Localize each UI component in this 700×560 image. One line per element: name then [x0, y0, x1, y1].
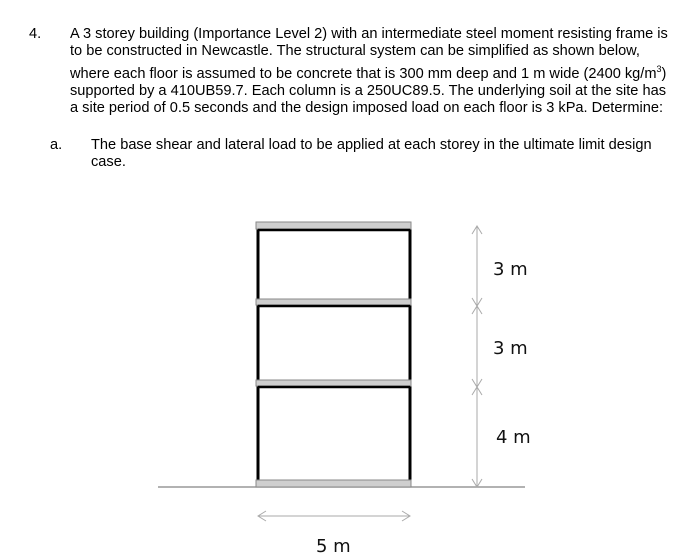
question-number: 4.: [29, 26, 42, 42]
dimension-label-middle-storey: 3 m: [493, 338, 528, 359]
question-text-part-1: A 3 storey building (Importance Level 2) with an intermediate steel moment resisting frame is to be constructed in Newcastle. The structural system can be simplified as shown below, where each floor is assumed to be concrete that is 300 mm deep and 1 m wide (2400 kg/m: [70, 26, 668, 82]
dimension-label-top-storey: 3 m: [493, 259, 528, 280]
part-a-letter: a.: [50, 137, 63, 153]
second-floor-slab: [256, 299, 411, 305]
ground-slab: [256, 480, 411, 487]
superscript-exponent: 3: [656, 63, 662, 74]
part-a-text: The base shear and lateral load to be applied at each storey in the ultimate limit design case.: [91, 137, 652, 171]
question-text-part-2: ) supported by a 410UB59.7. Each column is a 250UC89.5. The underlying soil at the site has a site period of 0.5 seconds and the design imposed load on each floor is 3 kPa. Determine:: [70, 65, 667, 117]
roof-slab: [256, 222, 411, 229]
dimension-label-bay-width: 5 m: [316, 536, 351, 557]
first-floor-slab: [256, 380, 411, 386]
dimension-label-bottom-storey: 4 m: [496, 427, 531, 448]
